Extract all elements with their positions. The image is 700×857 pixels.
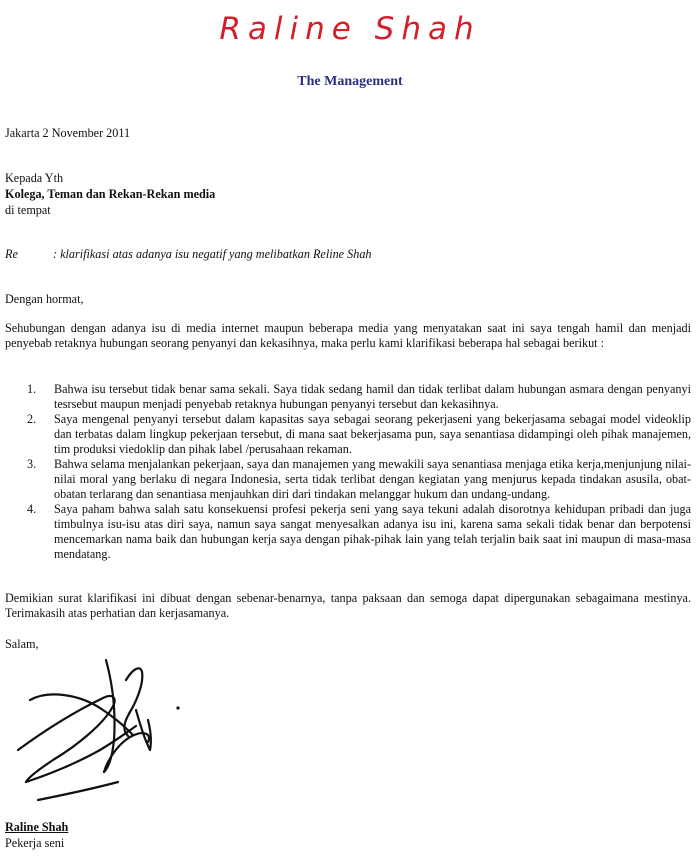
subject-label: Re bbox=[5, 247, 18, 261]
signer-title: Pekerja seni bbox=[5, 836, 65, 850]
recipient-place: di tempat bbox=[5, 203, 51, 217]
salutation: Dengan hormat, bbox=[5, 292, 84, 306]
subject-line bbox=[5, 247, 372, 262]
date-line: Jakarta 2 November 2011 bbox=[5, 126, 131, 140]
letterhead-subtitle: The Management bbox=[297, 74, 403, 89]
subject-text: : klarifikasi atas adanya isu negatif yang melibatkan Reline Shah bbox=[53, 247, 372, 261]
letterhead-logo: Raline Shah bbox=[219, 11, 481, 47]
list-item-number: 3. bbox=[27, 457, 37, 471]
list-item-text: Saya mengenal penyanyi tersebut dalam kapasitas saya sebagai seorang pekerjaseni yang bekerjasama sebagai model videoklip dan terbatas dalam lingkup pekerjaan tersebut, di mana saat bekerjasama pun, saya senantiasa didampingi oleh pihak manajemen, tim produksi viedoklip dan pihak label /perusahaan rekaman. bbox=[54, 412, 691, 456]
list-item bbox=[5, 382, 691, 412]
closing: Salam, bbox=[5, 637, 39, 651]
recipient-greeting: Kepada Yth bbox=[5, 171, 64, 185]
list-item bbox=[5, 412, 691, 457]
list-item-text: Bahwa isu tersebut tidak benar sama sekali. Saya tidak sedang hamil dan tidak terlibat dalam hubungan asmara dengan penyanyi tesrsebut maupun menjadi penyebab retaknya hubungan penyanyi tersebut dan kekasihnya. bbox=[54, 382, 691, 411]
list-item bbox=[5, 502, 691, 562]
list-item-number: 4. bbox=[27, 502, 37, 516]
clarification-list bbox=[5, 382, 691, 562]
list-item-number: 2. bbox=[27, 412, 37, 426]
signature-image bbox=[8, 650, 198, 810]
recipient-name: Kolega, Teman dan Rekan-Rekan media bbox=[5, 187, 216, 201]
list-item bbox=[5, 457, 691, 502]
list-item-text: Saya paham bahwa salah satu konsekuensi profesi pekerja seni yang saya tekuni adalah disorotnya kehidupan pribadi dan juga timbulnya isu-isu atas diri saya, namun saya sangat menyesalkan adanya isu ini, karena sama sekali tidak benar dan berpotensi mencemarkan nama baik dan hubungan kerja saya dengan pihak-pihak lain yang telah terjalin baik saat ini maupun di masa-masa mendatang. bbox=[54, 502, 691, 561]
closing-paragraph: Demikian surat klarifikasi ini dibuat dengan sebenar-benarnya, tanpa paksaan dan semoga dapat dipergunakan sebagaimana mestinya. Terimakasih atas perhatian dan kerjasamanya. bbox=[5, 591, 691, 620]
list-item-number: 1. bbox=[27, 382, 37, 396]
intro-paragraph: Sehubungan dengan adanya isu di media internet maupun beberapa media yang menyatakan saat ini saya tengah hamil dan menjadi penyebab retaknya hubungan seorang penyanyi dan kekasihnya, maka perlu kami klarifikasi beberapa hal sebagai berikut : bbox=[5, 321, 691, 350]
list-item-text: Bahwa selama menjalankan pekerjaan, saya dan manajemen yang mewakili saya senantiasa menjaga etika kerja,menjunjung nilai-nilai moral yang berlaku di negara Indonesia, serta tidak terlibat dengan kegiatan yang menjurus kepada tindakan asusila, obat-obatan terlarang dan senantiasa menjauhkan diri dari tindakan melanggar hukum dan undang-undang. bbox=[54, 457, 691, 501]
signer-name: Raline Shah bbox=[5, 820, 69, 834]
